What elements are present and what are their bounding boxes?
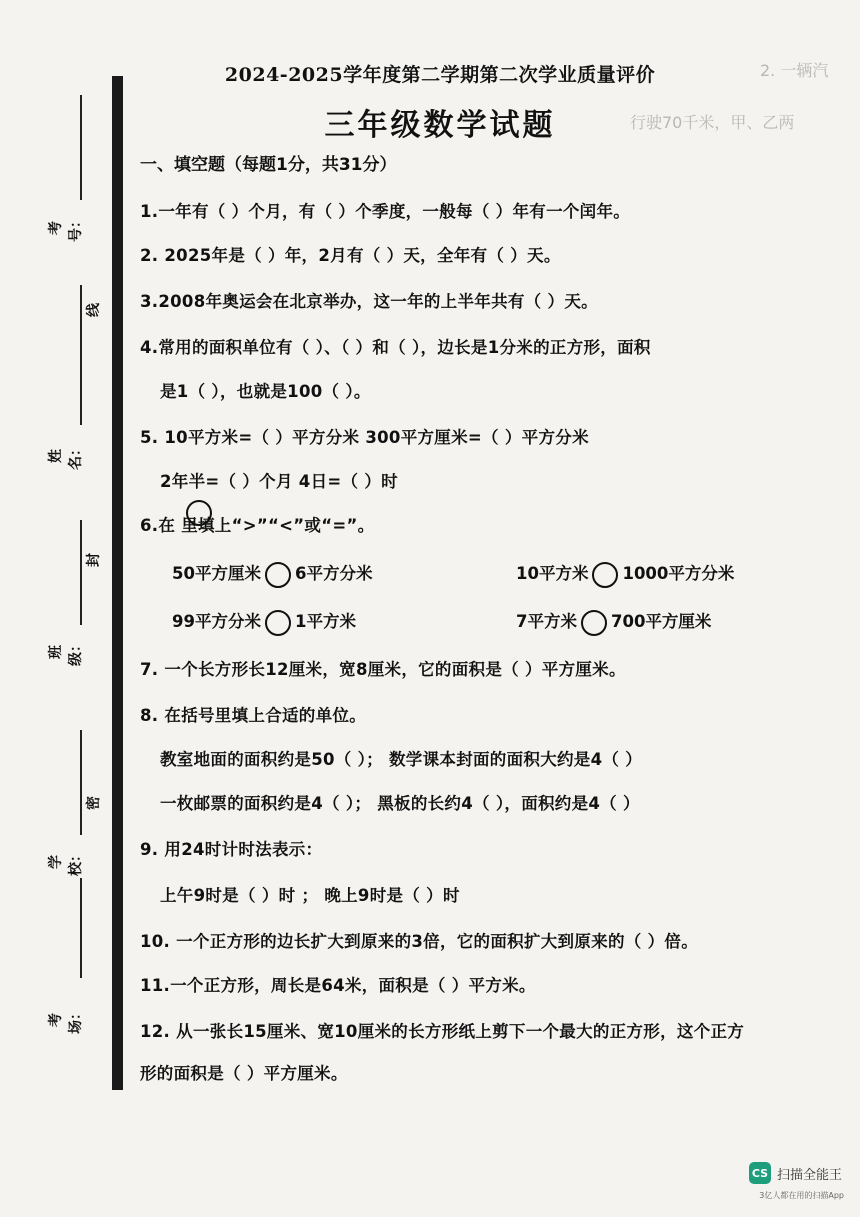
exam-no-line <box>80 95 82 200</box>
bleed-through-text: 2. 一辆汽 <box>760 61 829 80</box>
compare-circle-icon <box>592 562 618 588</box>
compare-item <box>172 560 372 588</box>
exam-no-label: 考号： <box>48 214 84 242</box>
compare-circle-icon <box>265 562 291 588</box>
cs-logo-icon: CS <box>749 1162 771 1184</box>
seal-char-secret: 密 <box>86 796 102 810</box>
question-5-line2: 2年半=（ ）个月 4日=（ ）时 <box>160 472 398 491</box>
seal-char-line: 线 <box>86 303 102 317</box>
compare-item <box>172 608 356 636</box>
question-9: 9. 用24时计时法表示： <box>140 840 323 859</box>
binding-bar <box>112 76 123 1090</box>
exam-title: 2024-2025学年度第二学期第二次学业质量评价 <box>224 64 656 86</box>
room-label: 考场： <box>48 1006 84 1034</box>
room-line <box>80 878 82 978</box>
compare-item <box>516 560 734 588</box>
seal-char-seal: 封 <box>86 553 102 567</box>
compare-circle-icon <box>186 500 212 526</box>
name-label: 姓名： <box>48 442 84 470</box>
question-7: 7. 一个长方形长12厘米，宽8厘米，它的面积是（ ）平方厘米。 <box>140 660 626 679</box>
exam-subtitle: 三年级数学试题 <box>324 108 556 143</box>
compare-circle-icon <box>265 610 291 636</box>
question-4-line1: 4.常用的面积单位有（ ）、（ ）和（ ），边长是1分米的正方形，面积 <box>140 338 651 357</box>
compare-circle-icon <box>581 610 607 636</box>
question-1: 1.一年有（ ）个月，有（ ）个季度，一般每（ ）年有一个闰年。 <box>140 202 631 221</box>
question-6: 6.在 里填上“>”“<”或“=”。 <box>140 516 375 535</box>
compare-item <box>516 608 711 636</box>
class-label: 班级： <box>48 638 84 666</box>
scanner-watermark <box>749 1162 842 1184</box>
question-12-line2: 形的面积是（ ）平方厘米。 <box>140 1064 348 1083</box>
question-9-line1: 上午9时是（ ）时 ； 晚上9时是（ ）时 <box>160 886 460 905</box>
scanner-tagline: 3亿人都在用的扫描App <box>759 1191 844 1200</box>
question-5-line1: 5. 10平方米=（ ）平方分米 300平方厘米=（ ）平方分米 <box>140 428 589 447</box>
question-4-line2: 是1（ ），也就是100（ ）。 <box>160 382 371 401</box>
question-3: 3.2008年奥运会在北京举办，这一年的上半年共有（ ）天。 <box>140 292 598 311</box>
bleed-through-text: 行驶70千米，甲、乙两 <box>630 113 795 132</box>
question-8: 8. 在括号里填上合适的单位。 <box>140 706 366 725</box>
compare-left: 7平方米 <box>516 612 577 631</box>
compare-left: 50平方厘米 <box>172 564 261 583</box>
class-line <box>80 520 82 625</box>
section-heading: 一、填空题（每题1分，共31分） <box>140 155 397 175</box>
question-11: 11.一个正方形，周长是64米，面积是（ ）平方米。 <box>140 976 536 995</box>
question-8-line2: 一枚邮票的面积约是4（ ）； 黑板的长约4（ ），面积约是4（ ） <box>160 794 640 813</box>
compare-right: 6平方分米 <box>294 564 373 583</box>
question-12-line1: 12. 从一张长15厘米、宽10厘米的长方形纸上剪下一个最大的正方形，这个正方 <box>140 1022 745 1041</box>
school-line <box>80 730 82 835</box>
compare-right: 700平方厘米 <box>610 612 712 631</box>
question-8-line1: 教室地面的面积约是50（ ）； 数学课本封面的面积大约是4（ ） <box>160 750 643 769</box>
school-label: 学校： <box>48 848 84 876</box>
name-line <box>80 285 82 425</box>
question-2: 2. 2025年是（ ）年，2月有（ ）天，全年有（ ）天。 <box>140 246 561 265</box>
scanner-name: 扫描全能王 <box>776 1167 842 1183</box>
compare-right: 1平方米 <box>294 612 356 631</box>
compare-left: 99平方分米 <box>172 612 261 631</box>
question-10: 10. 一个正方形的边长扩大到原来的3倍，它的面积扩大到原来的（ ）倍。 <box>140 932 698 951</box>
compare-left: 10平方米 <box>516 564 589 583</box>
compare-right: 1000平方分米 <box>622 564 735 583</box>
